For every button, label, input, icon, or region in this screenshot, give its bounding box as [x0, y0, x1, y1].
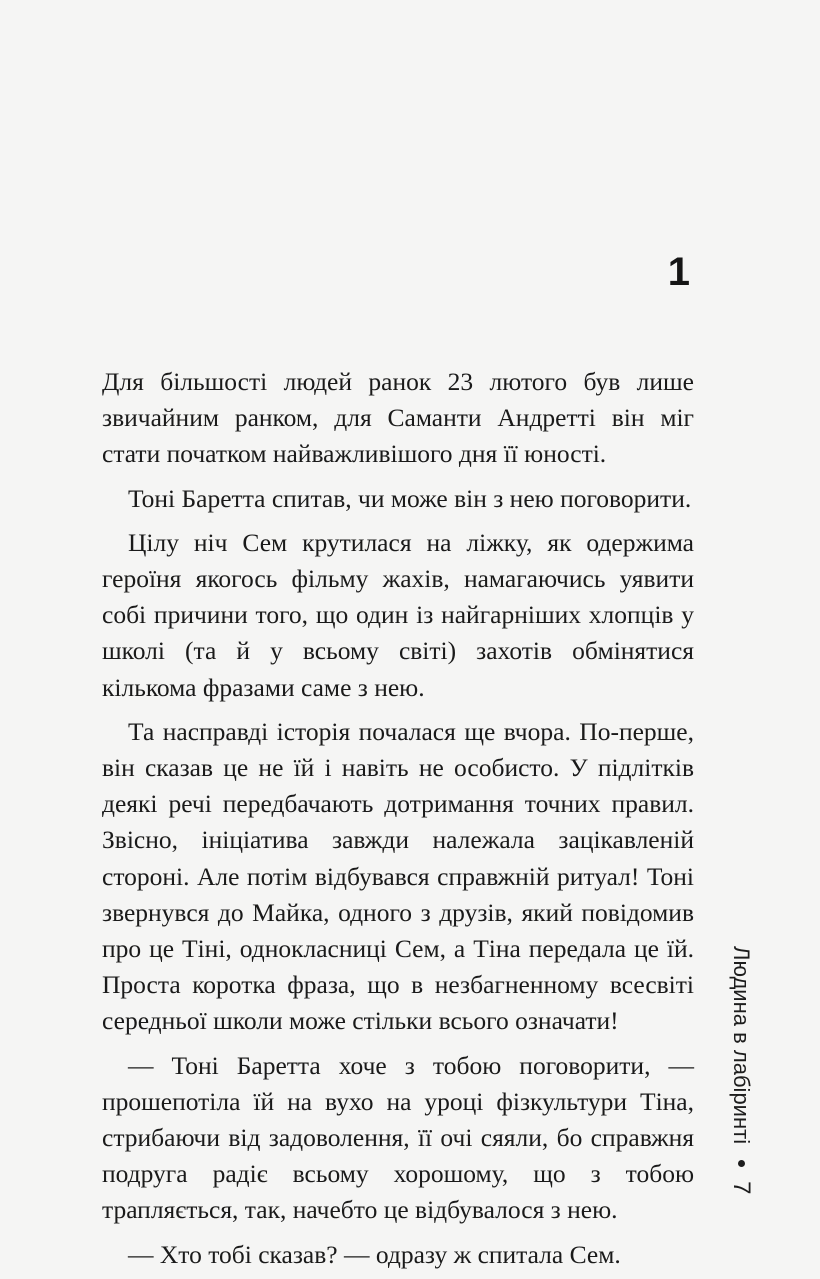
book-title: Людина в лабіринті: [729, 946, 755, 1145]
paragraph-4: Та насправді історія почалася ще вчора. По-перше, він сказав це не їй і навіть не особисто. У підлітків деякі речі передбачають дотримання точних правил. Звісно, ініціатива завжди належала зацікавленій стороні. Але потім відбувався справжній ритуал! Тоні звернувся до Майка, одного з друзів, який повідомив про це Тіні, однокласниці Сем, а Тіна передала це їй. Проста коротка фраза, що в незбагненному всесвіті середньої школи може стільки всього означати!: [102, 716, 694, 1036]
paragraph-3: Цілу ніч Сем крутилася на ліжку, як одержима героїня якогось фільму жахів, намагаючись уявити собі причини того, що один із найгарніших хлопців у школі (та й у всьому світі) захотів обмінятися кількома фразами саме з нею.: [102, 527, 694, 702]
page-number: 7: [728, 1181, 756, 1195]
paragraph-1: Для більшості людей ранок 23 лютого був лише звичайним ранком, для Саманти Андретті він міг стати початком найважливішого дня її юності.: [102, 367, 694, 469]
running-footer: [714, 946, 769, 1196]
bullet-separator: [738, 1160, 745, 1167]
paragraph-5: — Тоні Баретта хоче з тобою поговорити, — прошепотіла їй на вухо на уроці фізкультури Тіна, стрибаючи від задоволення, її очі сяяли, бо справжня подруга радіє всьому хорошому, що з тобою трапляється, так, начебто це відбувалося з нею.: [102, 1050, 694, 1225]
chapter-number: 1: [667, 250, 690, 294]
paragraph-6: — Хто тобі сказав? — одразу ж спитала Сем.: [128, 1239, 621, 1269]
chapter-text: [102, 364, 694, 1273]
paragraph-2: Тоні Баретта спитав, чи може він з нею поговорити.: [128, 483, 692, 513]
